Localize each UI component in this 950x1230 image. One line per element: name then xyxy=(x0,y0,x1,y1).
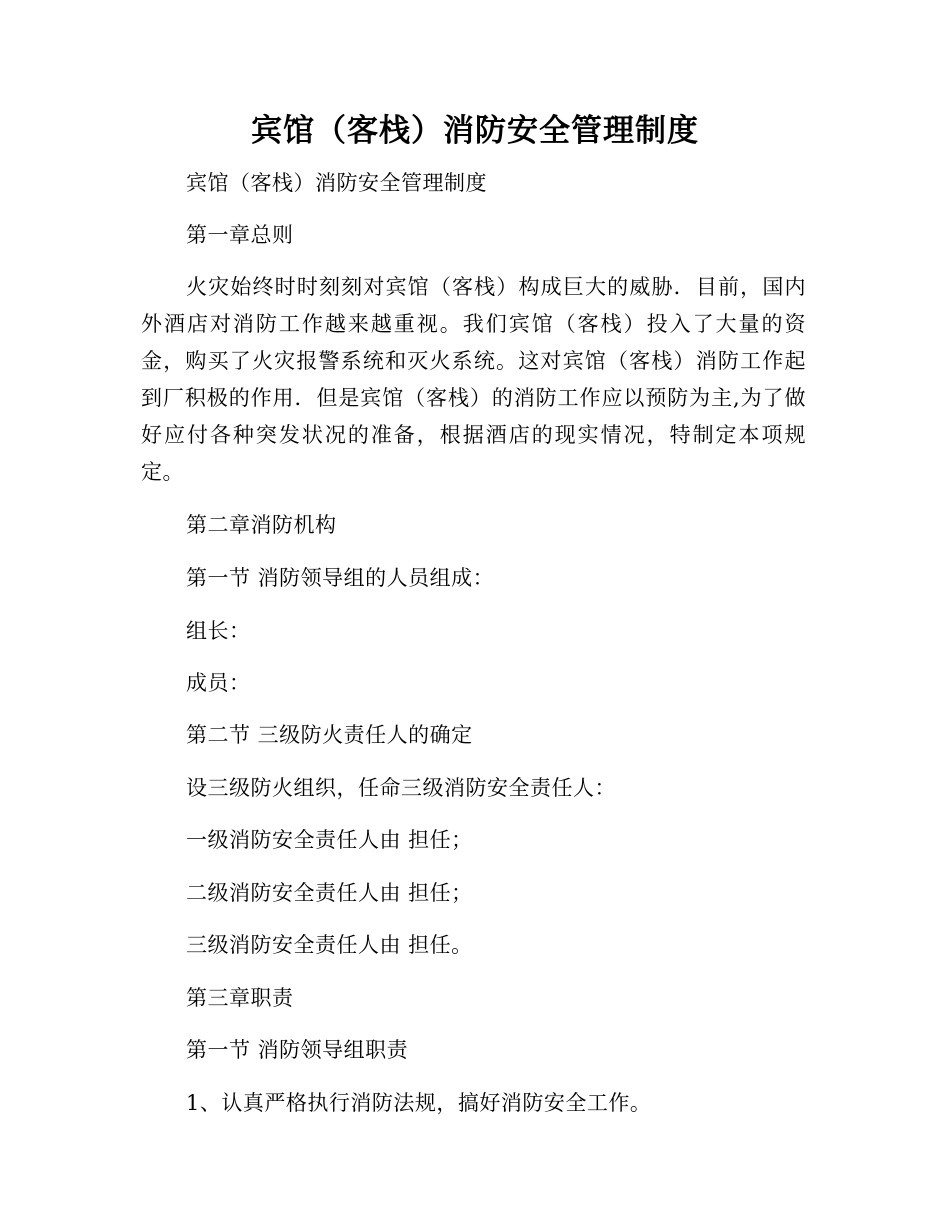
list-item: 组长： xyxy=(186,619,251,643)
body-paragraph: 设三级防火组织，任命三级消防安全责任人： xyxy=(186,776,616,800)
list-item: 成员： xyxy=(186,671,251,695)
chapter-heading: 第一章总则 xyxy=(186,223,294,247)
body-paragraph: 火灾始终时时刻刻对宾馆（客栈）构成巨大的威胁．目前，国内外酒店对消防工作越来越重视。我们宾馆（客栈）投入了大量的资金，购买了火灾报警系统和灭火系统。这对宾馆（客栈）消防工作起到厂积极的作用．但是宾馆（客栈）的消防工作应以预防为主,为了做好应付各种突发状况的准备，根据酒店的现实情况，特制定本项规定。 xyxy=(141,275,806,484)
list-item: 一级消防安全责任人由 担任； xyxy=(186,828,473,852)
section-heading: 第二节 三级防火责任人的确定 xyxy=(186,723,473,747)
chapter-heading: 第二章消防机构 xyxy=(186,513,337,537)
document-title: 宾馆（客栈）消防安全管理制度 xyxy=(251,113,699,149)
list-item: 二级消防安全责任人由 担任； xyxy=(186,881,473,905)
list-item: 1、认真严格执行消防法规，搞好消防安全工作。 xyxy=(186,1091,652,1115)
subtitle-paragraph: 宾馆（客栈）消防安全管理制度 xyxy=(186,171,487,195)
section-heading: 第一节 消防领导组职责 xyxy=(186,1038,409,1062)
list-item: 三级消防安全责任人由 担任。 xyxy=(186,933,473,957)
section-heading: 第一节 消防领导组的人员组成： xyxy=(186,566,495,590)
chapter-heading: 第三章职责 xyxy=(186,986,294,1010)
